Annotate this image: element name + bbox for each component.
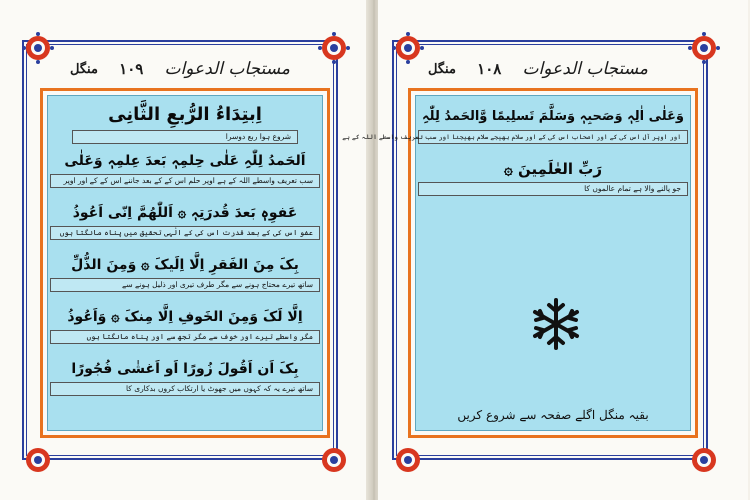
left-page <box>0 0 370 500</box>
corner-rosette-icon <box>682 438 722 478</box>
line-translation: اور اوپر آل اس کی کے اور اصحاب اس کی کے اور سلام بھیجے سلام بھیجنا اور سب تعریف واسطے اللہ کے ہے <box>418 130 688 144</box>
dua-line: بِکَ مِنَ الفَقرِ اِلَّا اِلَیکَ ۞ وَمِنَ الذُّلِّ <box>71 257 299 273</box>
day-label: منگل <box>428 61 456 77</box>
dua-line: عَفوِہٖ بَعدَ قُدرَتِہٖ ۞ اَللّٰھُمَّ اِنّی اَعُوذُ <box>72 205 298 221</box>
corner-rosette-icon <box>312 30 352 70</box>
dua-line: وَعَلٰی اٰلِہٖ وَصَحبِہٖ وَسَلَّمَ تَسلِیمًا وَّالحَمدُ لِلّٰہِ <box>422 109 684 124</box>
dua-line: اَلحَمدُ لِلّٰہِ عَلٰی حِلمِہٖ بَعدَ عِلمِہٖ وَعَلٰی <box>64 153 306 169</box>
corner-rosette-icon <box>390 30 430 70</box>
continuation-note: بقیہ منگل اگلے صفحہ سے شروع کریں <box>457 408 649 422</box>
page-number: ۱۰۹ <box>119 60 144 78</box>
page-number: ۱۰۸ <box>477 60 502 78</box>
line-translation: ساتھ تیرے محتاج ہونے سے مگر طرف تیری اور ذلیل ہونے سے <box>50 278 320 292</box>
book-title: مستجاب الدعوات <box>164 59 290 79</box>
heading-translation: شروع ہوا ربع دوسرا <box>72 130 298 144</box>
right-content-box <box>342 88 698 438</box>
corner-rosette-icon <box>20 30 60 70</box>
book-title: مستجاب الدعوات <box>522 59 648 79</box>
line-translation: سب تعریف واسطے اللہ کے ہے اوپر حلم اس کے کے بعد جاننے اس کے کے اور اوپر <box>50 174 320 188</box>
left-page-header <box>70 54 290 84</box>
dua-line: رَبِّ العٰلَمِینَ ۞ <box>504 160 602 178</box>
dua-line: بِکَ اَن اَقُولَ زُورًا اَو اَغشٰی فُجُورًا <box>71 361 299 377</box>
corner-rosette-icon <box>312 438 352 478</box>
right-page-header <box>428 54 648 84</box>
left-text-panel <box>47 95 323 431</box>
line-translation: عفو اس کی کے بعد قدرت اس کی کے الٰہی تحقیق میں پناہ مانگتا ہوں <box>50 226 320 240</box>
line-translation: جو پالنے والا ہے تمام عالموں کا <box>418 182 688 196</box>
right-text-panel <box>342 95 691 431</box>
line-translation: مگر واسطے تیرے اور خوف سے مگر تجھ سے اور پناہ مانگتا ہوں <box>50 330 320 344</box>
line-translation: ساتھ تیرے یہ کہ کہوں میں جھوٹ یا ارتکاب کروں بدکاری کا <box>50 382 320 396</box>
day-label: منگل <box>70 61 98 77</box>
section-heading: اِبتِدَاءُ الرُّبعِ الثَّانِی <box>108 104 262 125</box>
left-content-box <box>40 88 330 438</box>
right-page <box>342 0 748 500</box>
corner-rosette-icon <box>682 30 722 70</box>
snowflake-ornament-icon <box>528 296 584 352</box>
corner-rosette-icon <box>390 438 430 478</box>
dua-line: اِلَّا لَکَ وَمِنَ الخَوفِ اِلَّا مِنکَ ۞ وَاَعُوذُ <box>67 309 303 325</box>
corner-rosette-icon <box>20 438 60 478</box>
